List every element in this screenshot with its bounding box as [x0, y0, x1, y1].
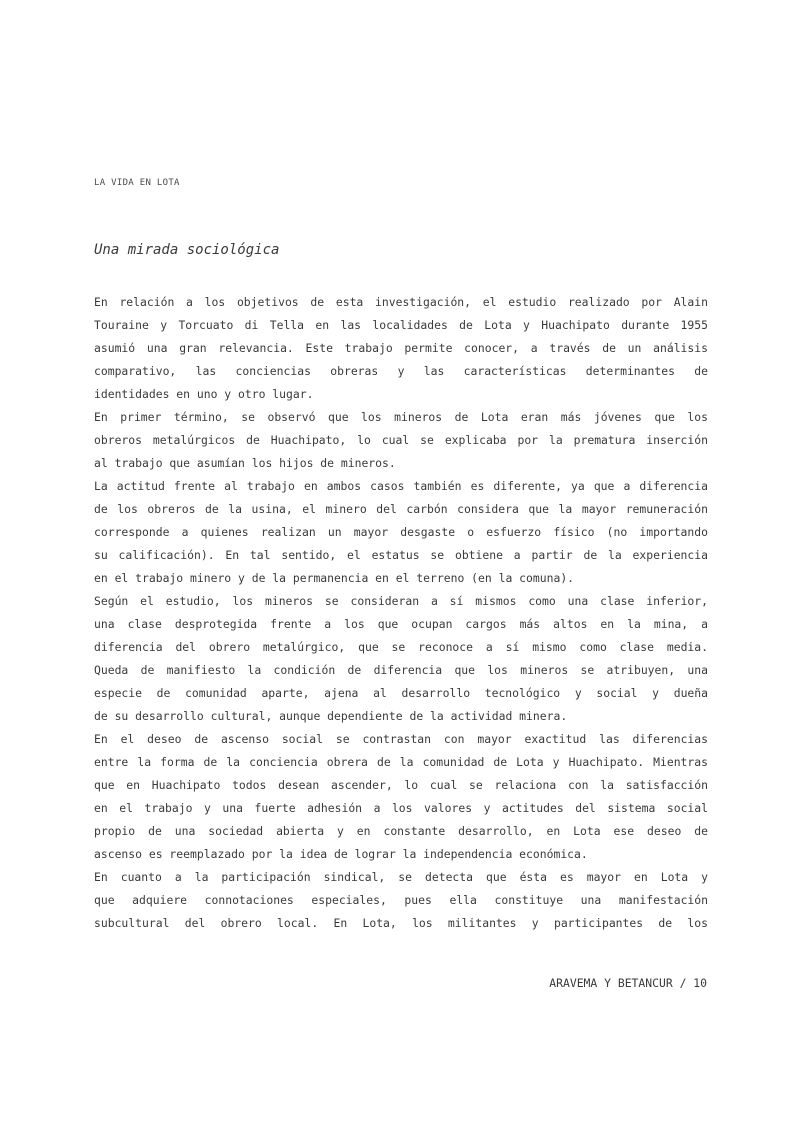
text-line: En cuanto a la participación sindical, se detecta que ésta es mayor en Lota y — [94, 870, 708, 884]
text-line: en el trabajo y una fuerte adhesión a los valores y actitudes del sistema social — [94, 801, 708, 815]
text-line: En relación a los objetivos de esta investigación, el estudio realizado por Alain — [94, 295, 708, 309]
text-line: que en Huachipato todos desean ascender, lo cual se relaciona con la satisfacción — [94, 778, 708, 792]
text-line: entre la forma de la conciencia obrera de la comunidad de Lota y Huachipato. Mientras — [94, 755, 708, 769]
text-line: en el trabajo minero y de la permanencia en el terreno (en la comuna). — [94, 571, 575, 585]
text-line: subcultural del obrero local. En Lota, los militantes y participantes de los — [94, 916, 708, 930]
text-line: obreros metalúrgicos de Huachipato, lo cual se explicaba por la prematura inserción — [94, 433, 708, 447]
running-header: LA VIDA EN LOTA — [94, 178, 180, 188]
page-footer: ARAVEMA Y BETANCUR / 10 — [549, 976, 707, 990]
section-title: Una mirada sociológica — [94, 242, 280, 258]
text-line: En primer término, se observó que los mineros de Lota eran más jóvenes que los — [94, 410, 708, 424]
text-line: una clase desprotegida frente a los que ocupan cargos más altos en la mina, a — [94, 617, 708, 631]
text-line: asumió una gran relevancia. Este trabajo permite conocer, a través de un análisis — [94, 341, 708, 355]
text-line: Touraine y Torcuato di Tella en las localidades de Lota y Huachipato durante 1955 — [94, 318, 708, 332]
text-line: de su desarrollo cultural, aunque dependiente de la actividad minera. — [94, 709, 568, 723]
text-line: comparativo, las conciencias obreras y las características determinantes de — [94, 364, 708, 378]
text-line: su calificación). En tal sentido, el estatus se obtiene a partir de la experiencia — [94, 548, 708, 562]
text-line: En el deseo de ascenso social se contrastan con mayor exactitud las diferencias — [94, 732, 708, 746]
text-line: de los obreros de la usina, el minero del carbón considera que la mayor remuneración — [94, 502, 708, 516]
text-line: ascenso es reemplazado por la idea de lograr la independencia económica. — [94, 847, 588, 861]
text-line: Queda de manifiesto la condición de diferencia que los mineros se atribuyen, una — [94, 663, 708, 677]
text-line: corresponde a quienes realizan un mayor desgaste o esfuerzo físico (no importando — [94, 525, 708, 539]
text-line: al trabajo que asumían los hijos de mineros. — [94, 456, 396, 470]
text-line: propio de una sociedad abierta y en constante desarrollo, en Lota ese deseo de — [94, 824, 708, 838]
text-line: que adquiere connotaciones especiales, pues ella constituye una manifestación — [94, 893, 708, 907]
text-line: identidades en uno y otro lugar. — [94, 387, 314, 401]
text-line: diferencia del obrero metalúrgico, que se reconoce a sí mismo como clase media. — [94, 640, 708, 654]
body-text — [94, 291, 708, 935]
text-line: Según el estudio, los mineros se consideran a sí mismos como una clase inferior, — [94, 594, 708, 608]
text-line: La actitud frente al trabajo en ambos casos también es diferente, ya que a diferencia — [94, 479, 708, 493]
text-line: especie de comunidad aparte, ajena al desarrollo tecnológico y social y dueña — [94, 686, 708, 700]
